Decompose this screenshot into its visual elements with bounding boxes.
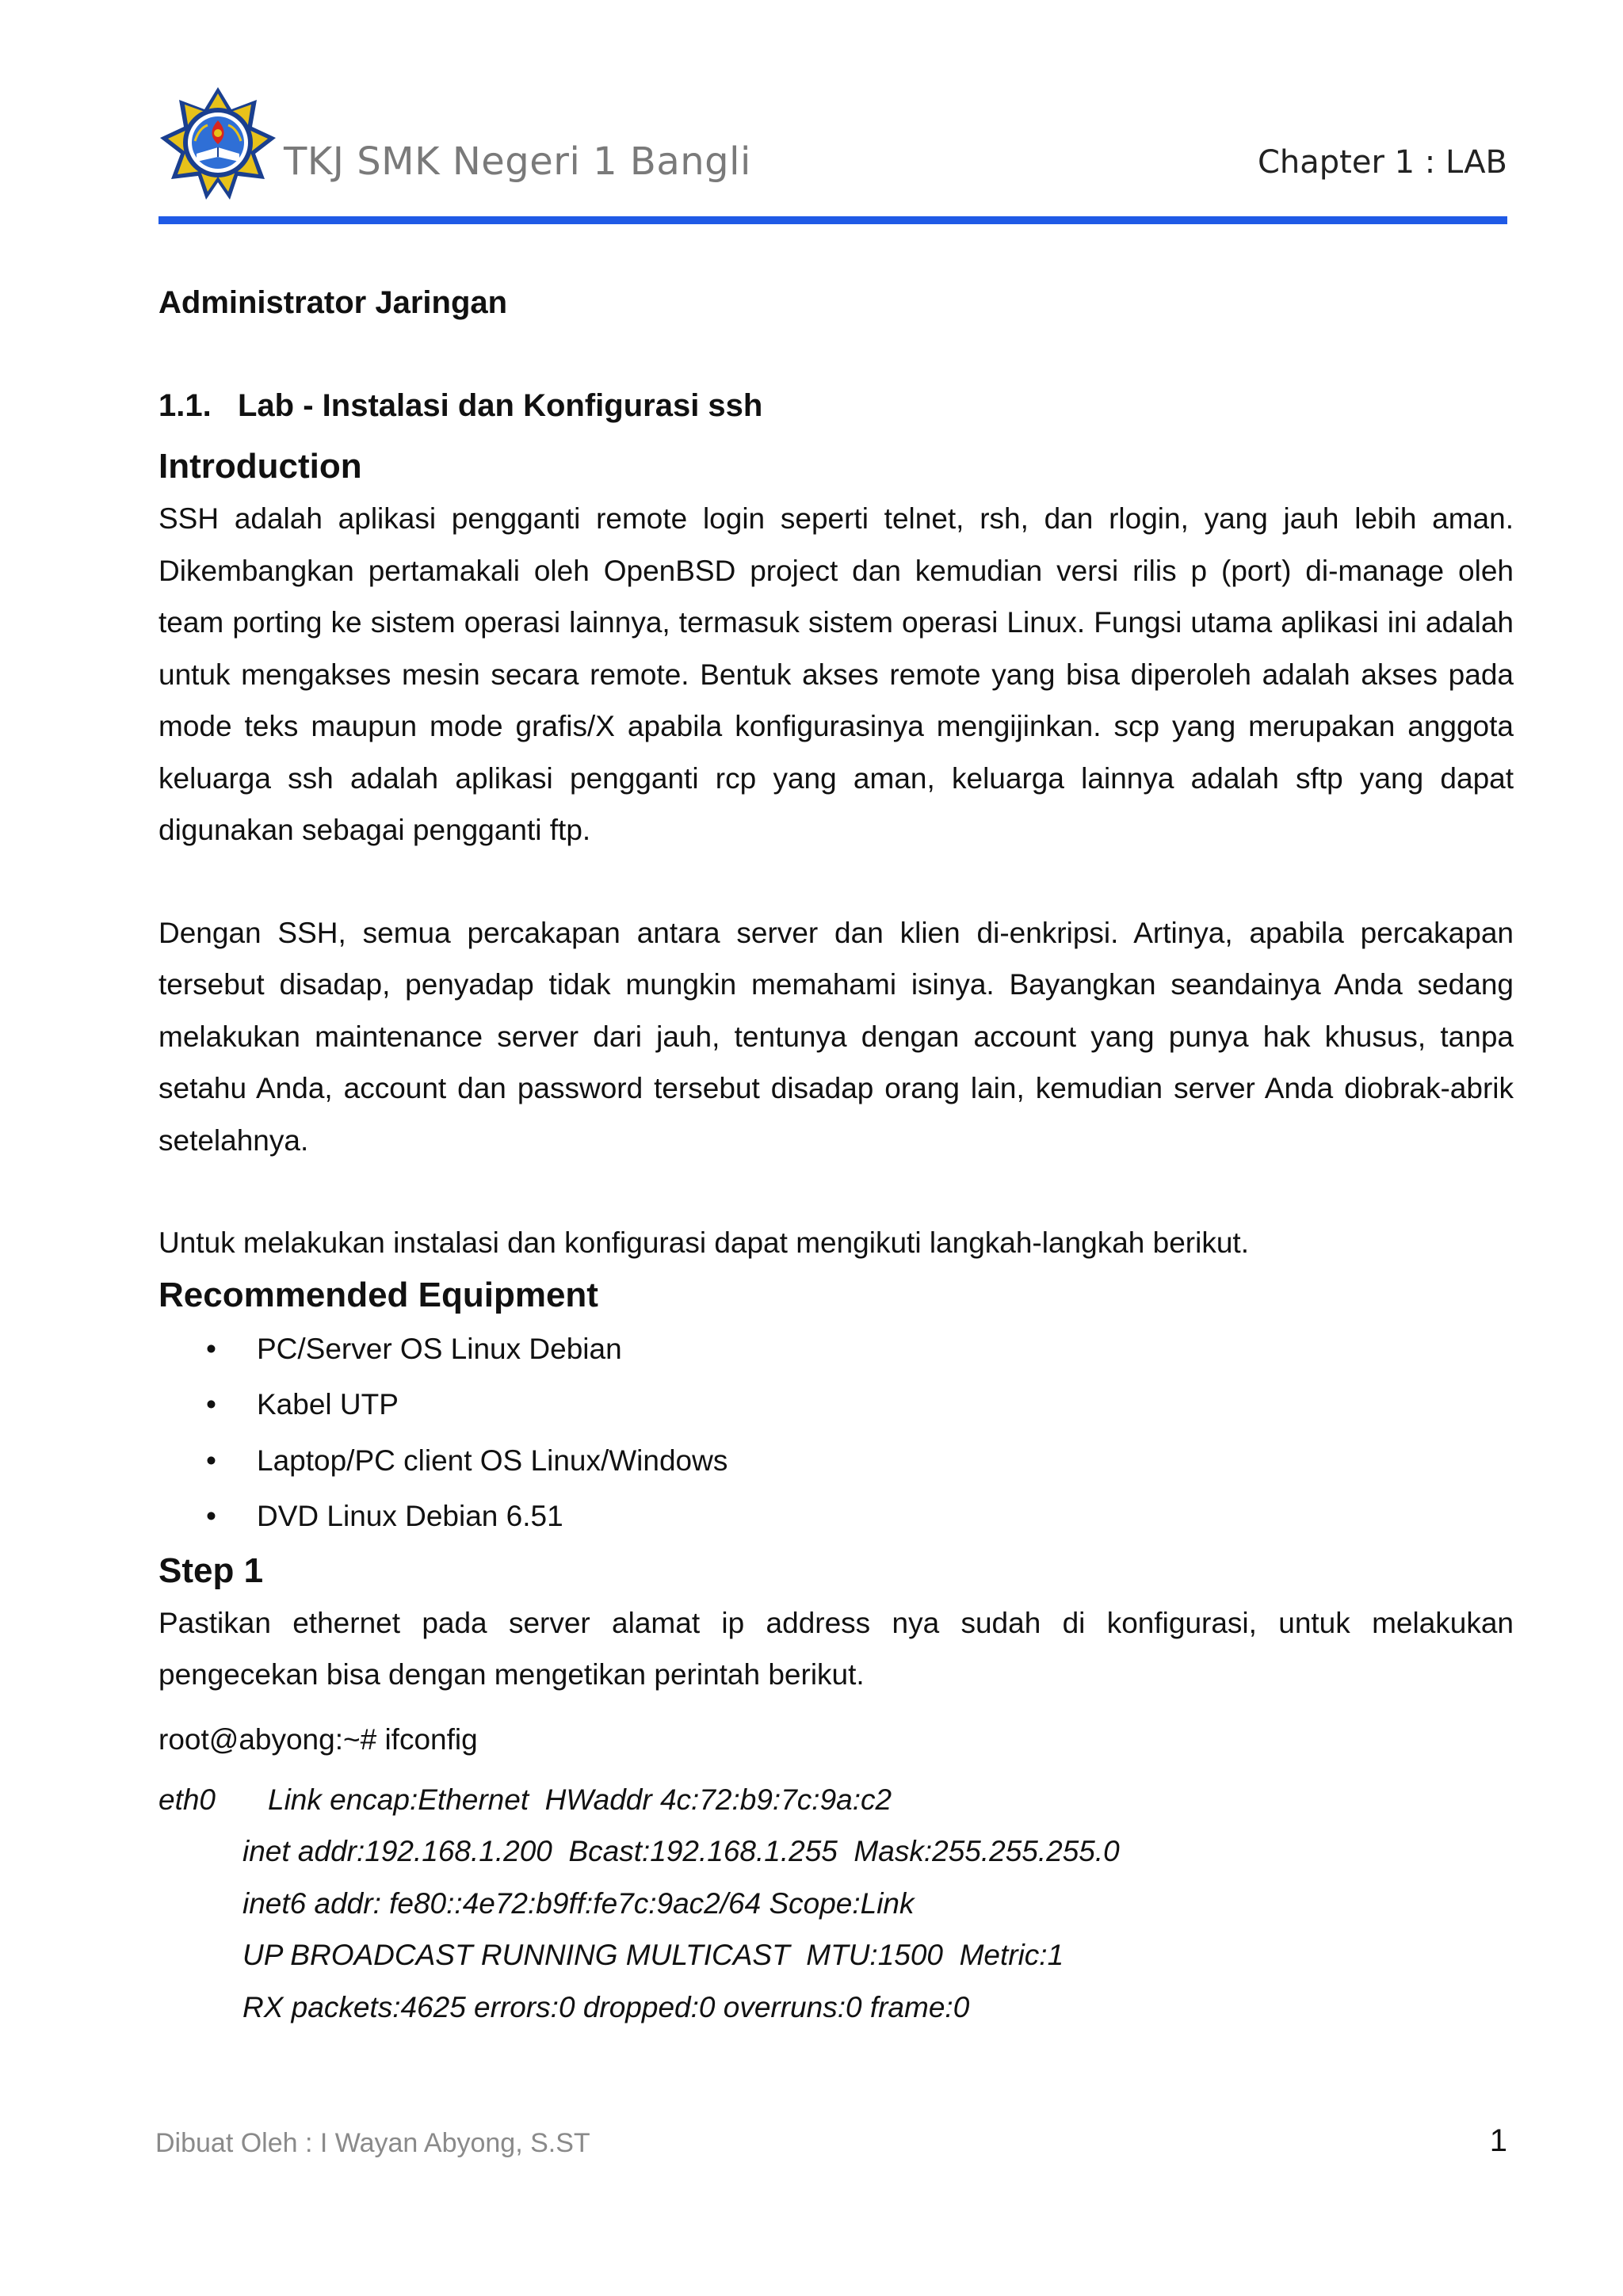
section-title-text: Lab - Instalasi dan Konfigurasi ssh — [238, 388, 763, 423]
main-content — [158, 285, 1514, 2033]
section-title — [158, 388, 1514, 441]
document-title: Administrator Jaringan — [158, 285, 508, 320]
bullet-icon: • — [206, 1444, 216, 1477]
list-item: • Kabel UTP — [158, 1377, 1514, 1433]
ifconfig-output-line: inet addr:192.168.1.200 Bcast:192.168.1.255 Mask:255.255.255.0 — [242, 1835, 1120, 1867]
introduction-paragraph-1: SSH adalah aplikasi pengganti remote login seperti telnet, rsh, dan rlogin, yang jauh lebih aman. Dikembangkan pertamakali oleh OpenBSD project dan kemudian versi rilis p (port) di-manage oleh team porting ke sistem operasi lainnya, termasuk sistem operasi Linux. Fungsi utama aplikasi ini adalah untuk mengakses mesin secara remote. Bentuk akses remote yang bisa diperoleh adalah akses pada mode teks maupun mode grafis/X apabila konfigurasinya mengijinkan. scp yang merupakan anggota keluarga ssh adalah aplikasi pengganti rcp yang aman, keluarga lainnya adalah sftp yang dapat digunakan sebagai pengganti ftp. — [158, 502, 1514, 846]
paragraph-spacer — [158, 1166, 1514, 1217]
section-number: 1.1. — [158, 388, 212, 423]
ifconfig-output-line: eth0 Link encap:Ethernet HWaddr 4c:72:b9:7c:9a:c2 — [158, 1774, 1514, 1826]
list-item: • Laptop/PC client OS Linux/Windows — [158, 1433, 1514, 1489]
page-header — [158, 86, 1507, 204]
bullet-icon: • — [206, 1332, 216, 1365]
interface-name: eth0 — [158, 1783, 216, 1816]
ifconfig-output-line: RX packets:4625 errors:0 dropped:0 overruns:0 frame:0 — [242, 1990, 970, 2023]
step1-heading: Step 1 — [158, 1550, 264, 1590]
step1-paragraph: Pastikan ethernet pada server alamat ip address nya sudah di konfigurasi, untuk melakukan pengecekan bisa dengan mengetikan perintah berikut. — [158, 1606, 1514, 1691]
bullet-icon: • — [206, 1388, 216, 1421]
paragraph-spacer — [158, 856, 1514, 907]
ifconfig-output-line: inet6 addr: fe80::4e72:b9ff:fe7c:9ac2/64 Scope:Link — [242, 1886, 915, 1920]
page-number: 1 — [1489, 2123, 1507, 2158]
footer-author: Dibuat Oleh : I Wayan Abyong, S.ST — [155, 2128, 590, 2158]
bullet-icon: • — [206, 1500, 216, 1532]
chapter-label: Chapter 1 : LAB — [1258, 144, 1507, 181]
introduction-heading: Introduction — [158, 447, 362, 486]
list-item: • PC/Server OS Linux Debian — [158, 1322, 1514, 1378]
school-emblem-icon — [158, 86, 277, 201]
school-name: TKJ SMK Negeri 1 Bangli — [284, 139, 751, 184]
shell-command: root@abyong:~# ifconfig — [158, 1722, 478, 1756]
ifconfig-output-line: UP BROADCAST RUNNING MULTICAST MTU:1500 Metric:1 — [242, 1939, 1064, 1971]
header-divider — [158, 216, 1507, 224]
list-item: • DVD Linux Debian 6.51 — [158, 1489, 1514, 1545]
introduction-paragraph-3: Untuk melakukan instalasi dan konfigurasi dapat mengikuti langkah-langkah berikut. — [158, 1226, 1249, 1259]
introduction-paragraph-2: Dengan SSH, semua percakapan antara server dan klien di-enkripsi. Artinya, apabila percakapan tersebut disadap, penyadap tidak mungkin memahami isinya. Bayangkan seandainya Anda sedang melakukan maintenance server dari jauh, tentunya dengan account yang punya hak khusus, tanpa setahu Anda, account dan password tersebut disadap orang lain, kemudian server Anda diobrak-abrik setelahnya. — [158, 916, 1514, 1157]
equipment-heading: Recommended Equipment — [158, 1275, 598, 1314]
equipment-list — [158, 1322, 1514, 1545]
